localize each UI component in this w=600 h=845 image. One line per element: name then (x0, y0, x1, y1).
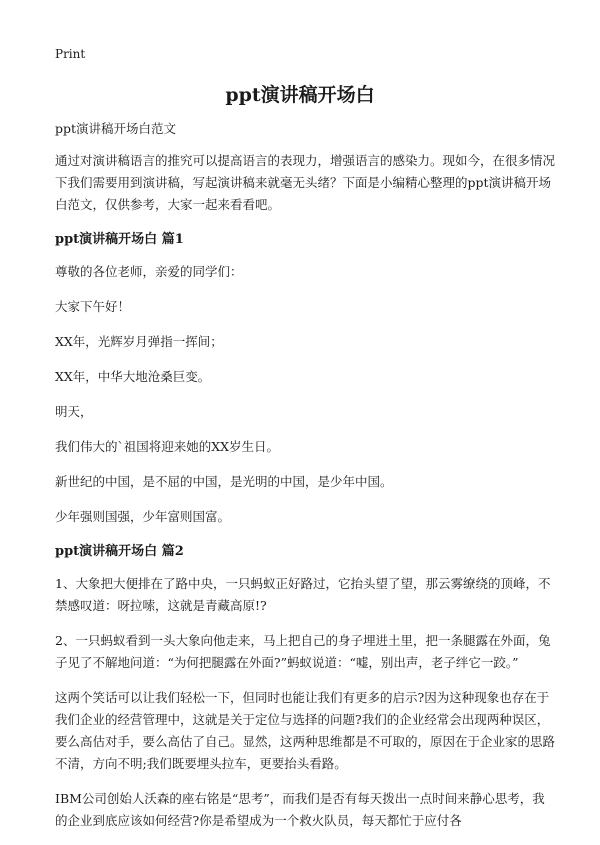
paragraph: 2、一只蚂蚁看到一头大象向他走来，马上把自己的身子埋进土里，把一条腿露在外面，兔子见了不解地问道：“为何把腿露在外面?”蚂蚁说道：“嘘，别出声，老子绊它一跤。” (55, 633, 551, 670)
document-subtitle: ppt演讲稿开场白范文 (55, 121, 177, 136)
section-heading: ppt演讲稿开场白 篇2 (55, 544, 184, 559)
page-title: ppt演讲稿开场白 (225, 84, 375, 106)
print-link[interactable]: Print (55, 47, 86, 61)
paragraph: XX年，中华大地沧桑巨变。 (55, 369, 211, 384)
document-body (55, 118, 555, 845)
paragraph: XX年，光辉岁月弹指一挥间； (55, 334, 223, 349)
paragraph: 1、大象把大便排在了路中央，一只蚂蚁正好路过，它抬头望了望，那云雾缭绕的顶峰，不禁感叹道：呀拉嗦，这就是青藏高原!? (55, 576, 551, 613)
paragraph: 大家下午好！ (55, 299, 131, 314)
paragraph: 少年强则国强，少年富则国富。 (55, 509, 231, 524)
paragraph: 我们伟大的`祖国将迎来她的XX岁生日。 (55, 439, 280, 454)
paragraph: 新世纪的中国，是不屈的中国，是光明的中国，是少年中国。 (55, 474, 393, 489)
section-heading: ppt演讲稿开场白 篇1 (55, 232, 184, 247)
paragraph: 明天， (55, 404, 93, 419)
paragraph: 尊敬的各位老师，亲爱的同学们： (55, 264, 243, 279)
paragraph: IBM公司创始人沃森的座右铭是“思考”，而我们是否有每天拨出一点时间来静心思考，我的企业到底应该如何经营?你是希望成为一个救火队员，每天都忙于应付各 (55, 791, 545, 828)
intro-paragraph: 通过对演讲稿语言的推究可以提高语言的表现力，增强语言的感染力。现如今，在很多情况下我们需要用到演讲稿，写起演讲稿来就毫无头绪？下面是小编精心整理的ppt演讲稿开场白范文，仅供参考，大家一起来看看吧。 (55, 153, 556, 212)
paragraph: 这两个笑话可以让我们轻松一下，但同时也能让我们有更多的启示?因为这种现象也存在于我们企业的经营管理中，这就是关于定位与选择的问题?我们的企业经常会出现两种误区，要么高估对手，要么高估了自己。显然，这两种思维都是不可取的，原因在于企业家的思路不清，方向不明;我们既要埋头拉车，更要抬头看路。 (55, 690, 556, 771)
